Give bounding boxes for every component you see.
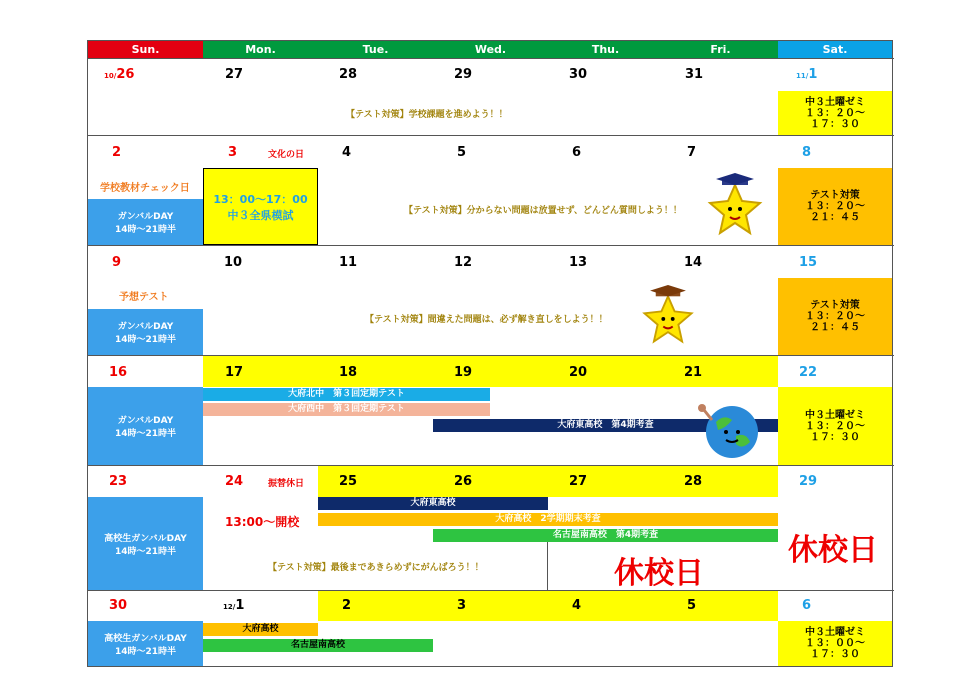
date-16: 16 xyxy=(109,365,128,380)
week5-divider xyxy=(547,542,548,590)
date-21: 21 xyxy=(684,365,703,380)
header-wed: Wed. xyxy=(433,41,548,58)
date-12: 12 xyxy=(454,255,473,270)
week5-note: 【テスト対策】最後まであきらめずにがんばろう！！ xyxy=(268,563,484,573)
week5-sun-block: 高校生ガンバルDAY 14時～21時半 xyxy=(88,497,203,590)
sun-label-yoso: 予想テスト xyxy=(119,292,169,303)
date-19: 19 xyxy=(454,365,473,380)
star-graduate-icon-2 xyxy=(635,285,701,351)
date-4-dec: 4 xyxy=(572,598,582,613)
date-25: 25 xyxy=(339,474,358,489)
week3-sat-block: テスト対策 １３：２０～ ２１：４５ xyxy=(778,278,892,355)
star-graduate-icon xyxy=(700,173,770,243)
date-27: 27 xyxy=(569,474,588,489)
date-28: 28 xyxy=(339,67,358,82)
date-5: 5 xyxy=(457,145,467,160)
header-mon: Mon. xyxy=(203,41,318,58)
week4-sat-block: 中３土曜ゼミ １３：２０～ １７：３０ xyxy=(778,387,892,465)
date-11: 11 xyxy=(339,255,358,270)
date-27: 27 xyxy=(225,67,244,82)
bar-obu-koko: 大府高校 2学期期末考査 xyxy=(318,513,778,526)
date-2-dec: 2 xyxy=(342,598,352,613)
week1-sat-block: 中３土曜ゼミ １３：２０～ １７：３０ xyxy=(778,91,892,135)
date-11-1: 11/1 xyxy=(796,67,818,82)
header-fri: Fri. xyxy=(663,41,778,58)
globe-icon xyxy=(696,396,764,462)
bar-obu-kita: 大府北中 第３回定期テスト xyxy=(203,388,490,401)
date-12-1: 12/1 xyxy=(223,598,245,613)
week6-sun-block: 高校生ガンバルDAY 14時～21時半 xyxy=(88,621,203,666)
date-20: 20 xyxy=(569,365,588,380)
header-tue: Tue. xyxy=(318,41,433,58)
date-13: 13 xyxy=(569,255,588,270)
bar-obu-nishi: 大府西中 第３回定期テスト xyxy=(203,403,490,416)
date-3-dec: 3 xyxy=(457,598,467,613)
sun-label-check: 学校教材チェック日 xyxy=(100,183,190,194)
closed-day-sat-label: 休校日 xyxy=(788,533,878,568)
week2-note: 【テスト対策】分からない問題は放置せず、どんどん質問しよう！！ xyxy=(404,206,682,216)
week2-sat-block: テスト対策 １３：２０～ ２１：４５ xyxy=(778,168,892,245)
week2-sun-block: ガンバルDAY 14時～21時半 xyxy=(88,199,203,245)
date-10: 10 xyxy=(224,255,243,270)
header-sat: Sat. xyxy=(778,41,892,58)
date-6: 6 xyxy=(572,145,582,160)
date-23: 23 xyxy=(109,474,128,489)
week6-weekday-bg xyxy=(318,591,778,621)
mock-exam-block: 13：00～17：00 中３全県模試 xyxy=(203,168,318,245)
open-time-label: 13:00～開校 xyxy=(225,515,300,529)
date-28: 28 xyxy=(684,474,703,489)
date-22: 22 xyxy=(799,365,818,380)
bar-obu-koko-dec: 大府高校 xyxy=(203,623,318,636)
date-15: 15 xyxy=(799,255,818,270)
date-24: 24 xyxy=(225,474,244,489)
date-30: 30 xyxy=(569,67,588,82)
date-10-26: 10/26 xyxy=(104,67,135,82)
date-31: 31 xyxy=(685,67,704,82)
date-2: 2 xyxy=(112,145,122,160)
week3-note: 【テスト対策】間違えた問題は、必ず解き直しをしよう！！ xyxy=(365,315,608,325)
week1-note: 【テスト対策】学校課題を進めよう！！ xyxy=(346,110,508,120)
calendar xyxy=(87,40,893,667)
substitute-holiday-label: 振替休日 xyxy=(268,479,305,489)
date-29: 29 xyxy=(454,67,473,82)
bar-nagoya-minami: 名古屋南高校 第4期考査 xyxy=(433,529,778,542)
week3-sun-block: ガンバルDAY 14時～21時半 xyxy=(88,309,203,355)
date-4: 4 xyxy=(342,145,352,160)
week4-sun-block: ガンバルDAY 14時～21時半 xyxy=(88,387,203,465)
date-30: 30 xyxy=(109,598,128,613)
date-6-dec: 6 xyxy=(802,598,812,613)
date-7: 7 xyxy=(687,145,697,160)
week5-weekday-bg xyxy=(318,466,778,497)
header-thu: Thu. xyxy=(548,41,663,58)
date-14: 14 xyxy=(684,255,703,270)
bar-obu-higashi-koko: 大府東高校 xyxy=(318,497,548,510)
closed-day-label: 休校日 xyxy=(614,556,704,591)
bar-nagoya-minami-dec: 名古屋南高校 xyxy=(203,639,433,652)
bar-obu-higashi: 大府東高校 第4期考査 xyxy=(433,419,778,432)
date-3: 3 xyxy=(228,145,238,160)
date-8: 8 xyxy=(802,145,812,160)
date-5-dec: 5 xyxy=(687,598,697,613)
holiday-label: 文化の日 xyxy=(268,150,305,160)
header-sun: Sun. xyxy=(88,41,203,58)
date-17: 17 xyxy=(225,365,244,380)
date-9: 9 xyxy=(112,255,122,270)
week6-sat-block: 中３土曜ゼミ １３：００～ １７：３０ xyxy=(778,621,892,666)
date-29: 29 xyxy=(799,474,818,489)
date-18: 18 xyxy=(339,365,358,380)
date-26: 26 xyxy=(454,474,473,489)
